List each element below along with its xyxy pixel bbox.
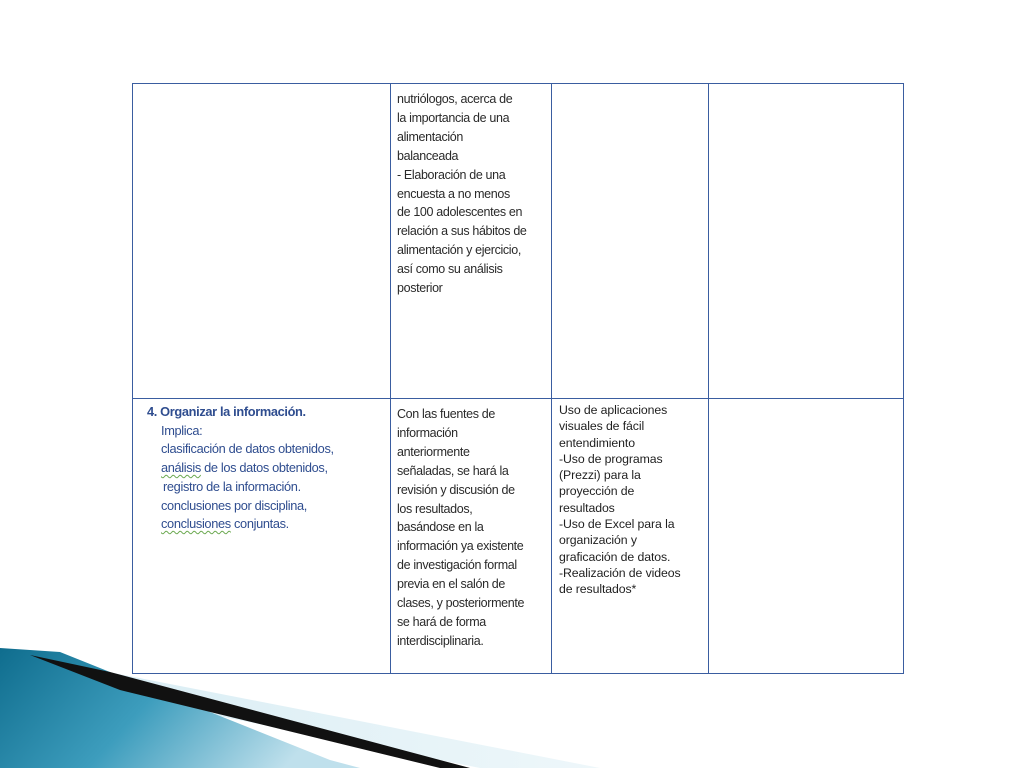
step-title: 4. Organizar la información.: [147, 404, 306, 419]
text-line: (Prezzi) para la: [559, 468, 641, 483]
table-cell-empty: [709, 84, 904, 399]
table-row: [133, 399, 904, 674]
table-cell-step: [133, 399, 391, 674]
step-item-rest: conjuntas.: [230, 516, 289, 532]
step-item-rest: de los datos obtenidos,: [200, 460, 328, 476]
text-line: graficación de datos.: [559, 549, 671, 564]
activities-text: [391, 399, 551, 651]
text-line: información: [397, 425, 458, 440]
text-line: Uso de aplicaciones: [559, 403, 668, 417]
table-cell-activities: [391, 84, 552, 399]
text-line: proyección de: [559, 484, 635, 499]
table-cell-empty: [709, 399, 904, 674]
resources-text: [552, 399, 708, 598]
text-line: previa en el salón de: [397, 577, 506, 592]
content-table: [132, 83, 904, 674]
text-line: interdisciplinaria.: [397, 633, 484, 648]
step-item: [147, 515, 390, 534]
text-line: se hará de forma: [397, 614, 486, 629]
step-item: [147, 459, 390, 478]
text-line: -Uso de programas: [559, 451, 663, 466]
activities-text: [391, 84, 551, 298]
text-line: revisión y discusión de: [397, 482, 515, 497]
text-line: visuales de fácil: [559, 419, 645, 434]
text-line: entendimiento: [559, 435, 635, 450]
text-line: organización y: [559, 533, 637, 548]
step-text: [133, 399, 390, 534]
table-cell-empty: [133, 84, 391, 399]
text-line: posterior: [397, 281, 443, 296]
table-cell-empty: [552, 84, 709, 399]
text-line: los resultados,: [397, 501, 473, 516]
text-line: encuesta a no menos: [397, 186, 510, 201]
text-line: alimentación y ejercicio,: [397, 243, 521, 258]
text-line: así como su análisis: [397, 262, 503, 277]
text-line: información ya existente: [397, 539, 524, 554]
text-line: resultados: [559, 500, 615, 515]
text-line: -Realización de videos: [559, 565, 681, 580]
decoration-pale-band: [88, 668, 600, 768]
text-line: relación a sus hábitos de: [397, 224, 527, 239]
step-item: conclusiones por disciplina,: [161, 497, 307, 513]
text-line: alimentación: [397, 129, 463, 144]
text-line: basándose en la: [397, 520, 484, 535]
text-line: de 100 adolescentes en: [397, 205, 523, 220]
spellcheck-word: conclusiones: [161, 516, 231, 532]
step-item: clasificación de datos obtenidos,: [161, 441, 334, 457]
text-line: de investigación formal: [397, 558, 517, 573]
table-cell-activities: [391, 399, 552, 674]
text-line: nutriólogos, acerca de: [397, 92, 513, 106]
table-row: [133, 84, 904, 399]
text-line: la importancia de una: [397, 110, 510, 125]
text-line: anteriormente: [397, 444, 470, 459]
table-cell-resources: [552, 399, 709, 674]
text-line: Con las fuentes de: [397, 407, 495, 421]
text-line: - Elaboración de una: [397, 167, 506, 182]
text-line: -Uso de Excel para la: [559, 517, 675, 532]
spellcheck-word: análisis: [161, 460, 201, 476]
text-line: balanceada: [397, 148, 459, 163]
text-line: de resultados*: [559, 582, 637, 597]
step-item: registro de la información.: [163, 478, 301, 494]
text-line: señaladas, se hará la: [397, 463, 509, 478]
step-intro: Implica:: [161, 422, 203, 438]
text-line: clases, y posteriormente: [397, 596, 525, 611]
